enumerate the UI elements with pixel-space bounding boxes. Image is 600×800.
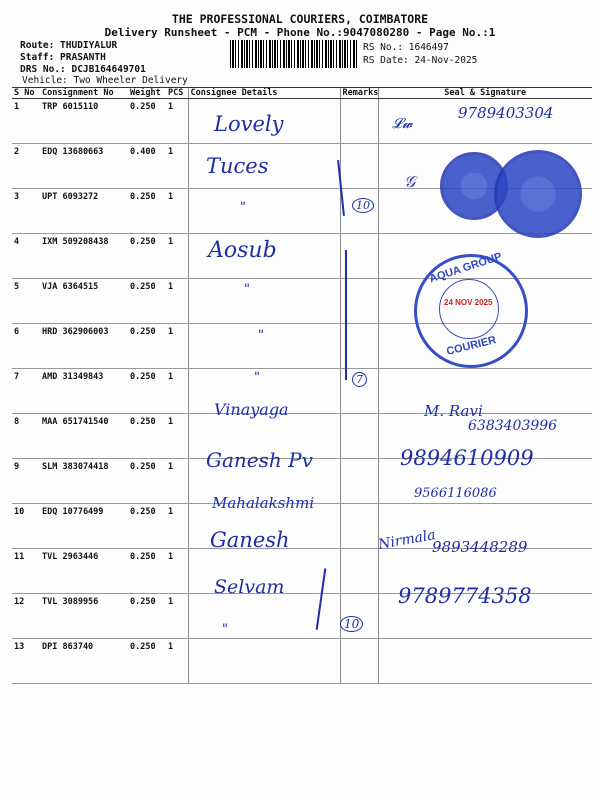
handwriting-ditto-5: " — [244, 282, 250, 297]
row-weight: 0.250 — [128, 594, 166, 639]
remark-circle-13: 10 — [340, 616, 363, 632]
drs-number: DRS No.: DCJB164649701 — [20, 64, 146, 75]
table-row — [12, 639, 592, 684]
row-pcs: 1 — [166, 549, 188, 594]
handwriting-ditto-13: " — [222, 622, 228, 637]
row-sno: 1 — [12, 99, 40, 144]
row-weight: 0.250 — [128, 324, 166, 369]
col-weight: Weight — [128, 88, 166, 99]
row-sno: 10 — [12, 504, 40, 549]
row-weight: 0.250 — [128, 639, 166, 684]
row-weight: 0.250 — [128, 279, 166, 324]
row-pcs: 1 — [166, 639, 188, 684]
row-pcs: 1 — [166, 459, 188, 504]
remark-circle-7: 7 — [352, 372, 367, 387]
row-sno: 11 — [12, 549, 40, 594]
handwriting-consignee-2: Tuces — [206, 154, 269, 178]
signature-phone-11: 9893448289 — [432, 538, 528, 556]
row-seal-signature — [378, 639, 592, 684]
row-weight: 0.250 — [128, 369, 166, 414]
row-pcs: 1 — [166, 234, 188, 279]
col-pcs: PCS — [166, 88, 188, 99]
row-pcs: 1 — [166, 324, 188, 369]
row-consignment-no: DPI 863740 — [40, 639, 128, 684]
row-consignee-details — [188, 189, 340, 234]
row-consignment-no: TVL 2963446 — [40, 549, 128, 594]
row-pcs: 1 — [166, 279, 188, 324]
handwriting-ditto-7: " — [254, 370, 260, 385]
row-consignment-no: TRP 6015110 — [40, 99, 128, 144]
row-remarks — [340, 504, 378, 549]
row-remarks — [340, 414, 378, 459]
row-pcs: 1 — [166, 414, 188, 459]
company-title: THE PROFESSIONAL COURIERS, COIMBATORE — [171, 12, 429, 26]
row-sno: 5 — [12, 279, 40, 324]
row-pcs: 1 — [166, 369, 188, 414]
aqua-stamp-bottom-text: COURIER — [445, 334, 498, 358]
row-sno: 13 — [12, 639, 40, 684]
row-consignee-details — [188, 324, 340, 369]
row-weight: 0.250 — [128, 504, 166, 549]
row-consignee-details — [188, 279, 340, 324]
remark-circle-3: 10 — [352, 198, 374, 213]
signature-scribble-1: 𝓛𝔀 — [392, 116, 413, 132]
row-weight: 0.250 — [128, 549, 166, 594]
aqua-stamp-date: 24 NOV 2025 — [444, 298, 493, 307]
col-sno: S No — [12, 88, 40, 99]
rs-number: RS No.: 1646497 — [363, 42, 449, 53]
row-consignment-no: AMD 31349843 — [40, 369, 128, 414]
vehicle-label: Vehicle: Two Wheeler Delivery — [22, 75, 188, 86]
handwriting-ditto-3: " — [240, 200, 246, 215]
row-remarks — [340, 549, 378, 594]
row-weight: 0.400 — [128, 144, 166, 189]
row-sno: 2 — [12, 144, 40, 189]
row-sno: 6 — [12, 324, 40, 369]
signature-scribble-2: 𝒢 — [404, 172, 416, 191]
row-consignment-no: UPT 6093272 — [40, 189, 128, 234]
row-sno: 8 — [12, 414, 40, 459]
signature-phone-13: 9789774358 — [398, 584, 532, 608]
row-sno: 12 — [12, 594, 40, 639]
row-weight: 0.250 — [128, 99, 166, 144]
table-row — [12, 369, 592, 414]
signature-phone-10: 9566116086 — [414, 486, 497, 501]
aqua-stamp-top-text: AQUA GROUP — [427, 250, 504, 286]
table-header-row — [12, 88, 592, 99]
handwriting-consignee-11: Ganesh — [210, 528, 290, 552]
row-remarks — [340, 639, 378, 684]
col-consignment: Consignment No — [40, 88, 128, 99]
col-remarks: Remarks — [340, 88, 378, 99]
handwriting-consignee-10: Mahalakshmi — [212, 494, 315, 512]
signature-name-8: M. Ravi — [424, 402, 483, 420]
row-consignment-no: EDQ 13680663 — [40, 144, 128, 189]
row-sno: 9 — [12, 459, 40, 504]
signature-phone-1: 9789403304 — [458, 104, 554, 122]
row-consignment-no: VJA 6364515 — [40, 279, 128, 324]
row-pcs: 1 — [166, 99, 188, 144]
row-weight: 0.250 — [128, 234, 166, 279]
handwriting-consignee-8: Vinayaga — [214, 400, 289, 419]
round-seal-right — [494, 150, 582, 238]
row-consignment-no: SLM 383074418 — [40, 459, 128, 504]
row-consignment-no: HRD 362906003 — [40, 324, 128, 369]
signature-phone-8: 6383403996 — [468, 418, 558, 434]
row-remarks — [340, 459, 378, 504]
row-consignment-no: EDQ 10776499 — [40, 504, 128, 549]
signature-phone-9: 9894610909 — [400, 446, 534, 470]
row-sno: 4 — [12, 234, 40, 279]
remark-bracket-2 — [345, 250, 347, 380]
handwriting-ditto-6: " — [258, 328, 264, 343]
row-sno: 3 — [12, 189, 40, 234]
row-pcs: 1 — [166, 189, 188, 234]
handwriting-consignee-1: Lovely — [214, 112, 284, 136]
signature-name-11: Nirmala — [377, 527, 437, 553]
row-remarks — [340, 99, 378, 144]
runsheet-subtitle: Delivery Runsheet - PCM - Phone No.:9047080280 - Page No.:1 — [104, 26, 496, 39]
aqua-stamp-inner-ring — [439, 279, 499, 339]
handwriting-consignee-4: Aosub — [208, 238, 277, 263]
barcode-image — [230, 40, 358, 68]
row-pcs: 1 — [166, 144, 188, 189]
row-seal-signature — [378, 369, 592, 414]
row-weight: 0.250 — [128, 189, 166, 234]
col-seal-signature: Seal & Signature — [378, 88, 592, 99]
row-pcs: 1 — [166, 504, 188, 549]
handwriting-consignee-12: Selvam — [214, 576, 285, 598]
col-consignee: Consignee Details — [188, 88, 340, 99]
rs-date: RS Date: 24-Nov-2025 — [363, 55, 478, 66]
row-weight: 0.250 — [128, 459, 166, 504]
row-pcs: 1 — [166, 594, 188, 639]
row-consignment-no: IXM 509208438 — [40, 234, 128, 279]
staff-label: Staff: PRASANTH — [20, 52, 106, 63]
row-weight: 0.250 — [128, 414, 166, 459]
row-sno: 7 — [12, 369, 40, 414]
route-label: Route: THUDIYALUR — [20, 40, 118, 51]
handwriting-consignee-9: Ganesh Pv — [206, 448, 313, 472]
row-consignment-no: MAA 651741540 — [40, 414, 128, 459]
row-remarks — [340, 144, 378, 189]
row-consignee-details — [188, 639, 340, 684]
row-consignment-no: TVL 3089956 — [40, 594, 128, 639]
